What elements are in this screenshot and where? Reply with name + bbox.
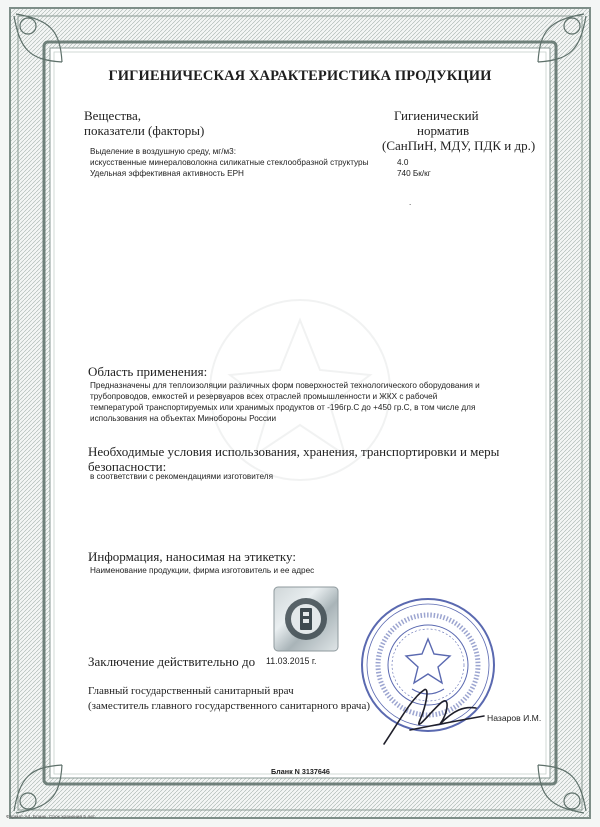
conditions-heading-line2: безопасности: [88,459,167,474]
indicator-value: 4.0 [397,158,409,167]
conditions-text: в соответствии с рекомендациями изготовителя [90,472,274,481]
document-title: ГИГИЕНИЧЕСКАЯ ХАРАКТЕРИСТИКА ПРОДУКЦИИ [108,68,492,84]
hologram-seal-icon [273,586,339,652]
signer-name: Назаров И.М. [487,713,542,723]
scope-heading: Область применения: [88,364,208,379]
scope-text-line: температурой транспортируемых или хранимых продуктов от -196гр.С до +450 гр.С, в том числе для [90,403,476,412]
label-info-heading: Информация, наносимая на этикетку: [88,549,296,564]
scope-text-line: Предназначены для теплоизоляции различных форм поверхностей технологического оборудования и [90,381,480,390]
scope-text-line: использования на объектах Минобороны России [90,414,277,423]
substances-column-header-line2: показатели (факторы) [84,123,205,138]
norm-column-header-line3: (СанПиН, МДУ, ПДК и др.) [382,138,536,153]
conclusion-valid-date: 11.03.2015 г. [266,656,317,666]
blank-number: Бланк N 3137646 [271,767,330,776]
norm-column-header: Гигиенический [394,108,479,123]
substances-column-header: Вещества, [84,108,141,123]
conditions-heading: Необходимые условия использования, хранения, транспортировки и меры [88,444,500,459]
indicator-name: искусственные минераловолокна силикатные стеклообразной структуры [90,158,369,167]
indicator-value: 740 Бк/кг [397,169,431,178]
norm-column-header-line2: норматив [417,123,470,138]
indicator-name: Удельная эффективная активность ЕРН [90,169,244,178]
conclusion-heading: Заключение действительно до [88,654,256,669]
stray-mark: . [409,198,412,207]
deputy-doctor-title: (заместитель главного государственного санитарного врача) [88,700,371,712]
chief-doctor-title: Главный государственный санитарный врач [88,685,294,697]
emblem-watermark-icon [190,280,410,500]
handwritten-signature-icon [380,680,490,750]
footer-note: Формат А4. Бланк. Срок хранения 5 лет. [6,815,96,820]
label-info-text: Наименование продукции, фирма изготовитель и ее адрес [90,566,315,575]
scope-text-line: трубопроводов, емкостей и резервуаров всех отраслей промышленности и ЖКХ с рабочей [90,392,438,401]
indicator-name: Выделение в воздушную среду, мг/м3: [90,147,237,156]
